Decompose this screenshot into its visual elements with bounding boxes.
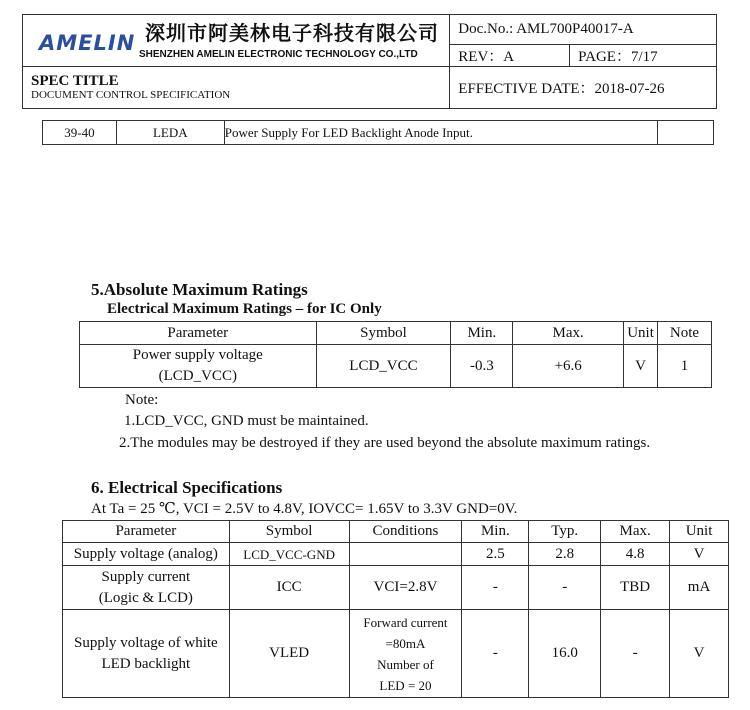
unit-cell: V <box>624 345 658 388</box>
max-cell: +6.6 <box>513 345 624 388</box>
pin-description: Power Supply For LED Backlight Anode Input. <box>224 121 657 145</box>
col-header: Unit <box>624 322 658 345</box>
conditions-cell: VCI=2.8V <box>349 566 462 610</box>
symbol-cell: LCD_VCC-GND <box>229 543 349 566</box>
section5-subtitle: Electrical Maximum Ratings – for IC Only <box>107 301 382 317</box>
min-cell: -0.3 <box>451 345 513 388</box>
conditions-cell <box>349 543 462 566</box>
param-line: (LCD_VCC) <box>158 368 237 384</box>
min-cell: - <box>462 610 529 698</box>
company-logo: AMELIN <box>39 31 136 55</box>
page-number: PAGE：7/17 <box>570 45 717 67</box>
param-line: LED backlight <box>101 655 191 672</box>
pin-table <box>42 120 714 145</box>
company-block <box>23 15 450 67</box>
col-header: Min. <box>462 521 529 543</box>
company-name-cn: 深圳市阿美林电子科技有限公司 <box>145 21 439 45</box>
effective-date: EFFECTIVE DATE：2018-07-26 <box>450 67 717 109</box>
col-header: Min. <box>451 322 513 345</box>
symbol-cell: VLED <box>229 610 349 698</box>
note-1: 1.LCD_VCC, GND must be maintained. <box>124 413 369 429</box>
conditions-cell <box>349 610 462 698</box>
param-cell: Supply voltage (analog) <box>63 543 230 566</box>
col-header: Parameter <box>63 521 230 543</box>
col-header: Parameter <box>80 322 317 345</box>
table-row <box>63 543 729 566</box>
revision: REV：A <box>450 45 570 67</box>
section5-title: 5.Absolute Maximum Ratings <box>91 280 308 299</box>
table-row <box>63 610 729 698</box>
condition-line: =80mA <box>385 635 426 651</box>
note-2: 2.The modules may be destroyed if they are used beyond the absolute maximum ratings. <box>119 435 651 451</box>
max-cell: TBD <box>601 566 670 610</box>
col-header: Unit <box>670 521 729 543</box>
note-label: Note: <box>125 392 159 408</box>
note-cell: 1 <box>658 345 712 388</box>
col-header: Typ. <box>529 521 601 543</box>
section6-condition: At Ta = 25 ℃, VCI = 2.5V to 4.8V, IOVCC= 1.65V to 3.3V GND=0V. <box>91 501 518 517</box>
doc-number: Doc.No.: AML700P40017-A <box>450 15 717 45</box>
typ-cell: - <box>529 566 601 610</box>
col-header: Max. <box>601 521 670 543</box>
symbol-cell: ICC <box>229 566 349 610</box>
col-header: Conditions <box>349 521 462 543</box>
unit-cell: V <box>670 543 729 566</box>
typ-cell: 16.0 <box>529 610 601 698</box>
condition-line: LED = 20 <box>379 677 432 693</box>
pin-number: 39-40 <box>43 121 117 145</box>
spec-title-block <box>23 67 450 109</box>
table-row <box>63 566 729 610</box>
table-header-row <box>80 322 712 345</box>
electrical-spec-table <box>62 520 729 698</box>
table-row <box>43 121 714 145</box>
table-header-row <box>63 521 729 543</box>
col-header: Symbol <box>316 322 451 345</box>
document-header <box>22 14 717 109</box>
param-line: (Logic & LCD) <box>98 589 193 606</box>
min-cell: 2.5 <box>462 543 529 566</box>
col-header: Note <box>658 322 712 345</box>
max-cell: 4.8 <box>601 543 670 566</box>
table-row <box>80 345 712 388</box>
max-cell: - <box>601 610 670 698</box>
condition-line: Forward current <box>363 614 448 630</box>
param-line: Power supply voltage <box>132 347 263 363</box>
typ-cell: 2.8 <box>529 543 601 566</box>
pin-extra <box>658 121 714 145</box>
spec-title: SPEC TITLE <box>31 73 119 89</box>
abs-max-ratings-table <box>79 321 712 388</box>
param-line: Supply current <box>101 568 191 585</box>
col-header: Max. <box>513 322 624 345</box>
unit-cell: V <box>670 610 729 698</box>
param-cell <box>63 566 230 610</box>
company-name-en: SHENZHEN AMELIN ELECTRONIC TECHNOLOGY CO.,LTD <box>139 49 418 60</box>
param-line: Supply voltage of white <box>73 634 218 651</box>
min-cell: - <box>462 566 529 610</box>
param-cell <box>63 610 230 698</box>
condition-line: Number of <box>377 656 434 672</box>
unit-cell: mA <box>670 566 729 610</box>
pin-symbol: LEDA <box>116 121 224 145</box>
param-cell <box>80 345 317 388</box>
spec-subtitle: DOCUMENT CONTROL SPECIFICATION <box>31 89 231 101</box>
col-header: Symbol <box>229 521 349 543</box>
section6-title: 6. Electrical Specifications <box>91 478 283 497</box>
symbol-cell: LCD_VCC <box>316 345 451 388</box>
